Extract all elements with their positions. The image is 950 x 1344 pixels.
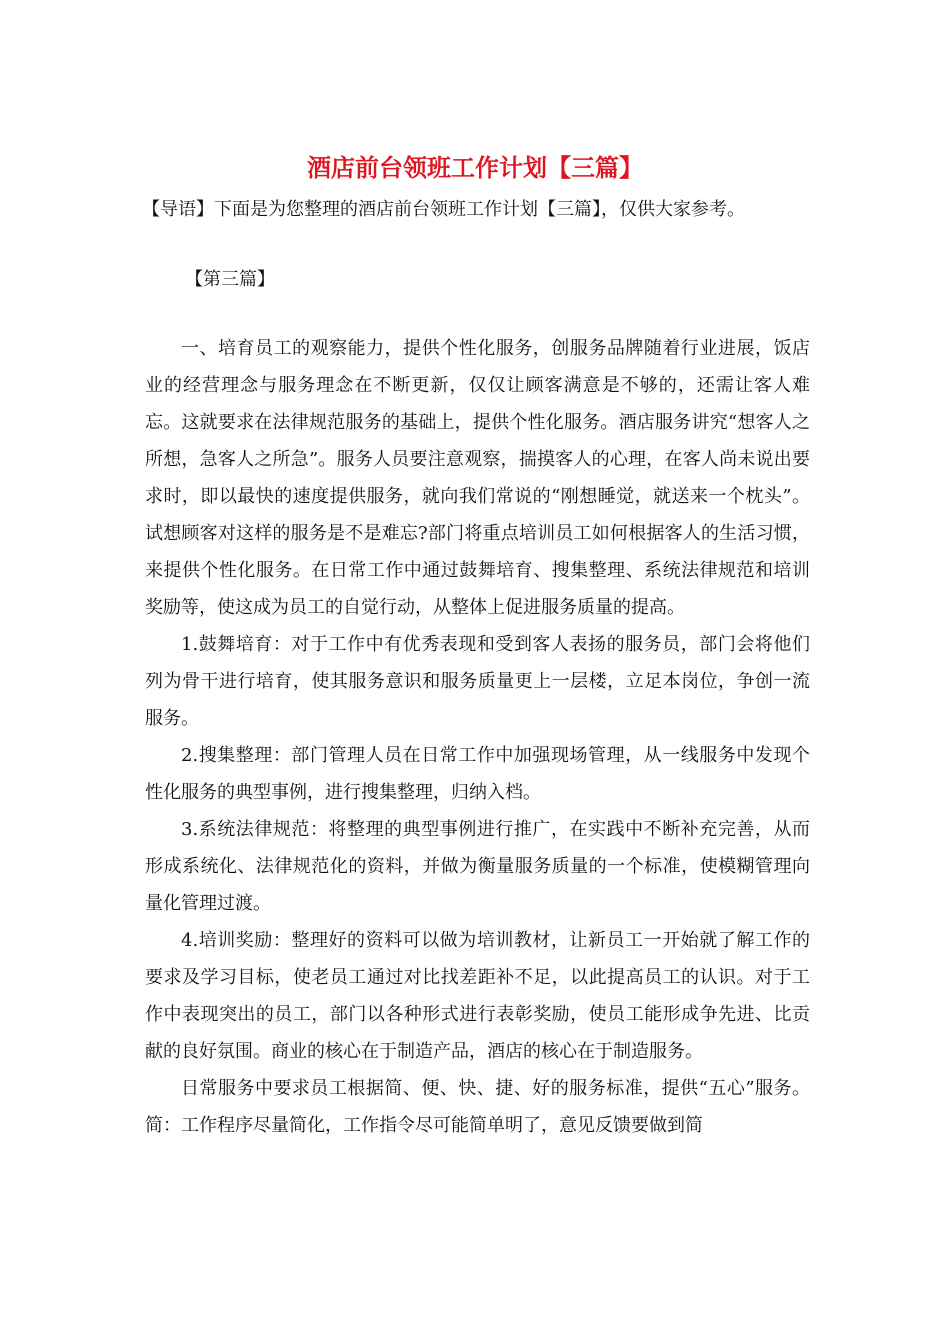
paragraph-1: 一、培育员工的观察能力，提供个性化服务，创服务品牌随着行业进展，饭店业的经营理念与服务理念在不断更新，仅仅让顾客满意是不够的，还需让客人难忘。这就要求在法律规范服务的基础上，提供个性化服务。酒店服务讲究“想客人之所想，急客人之所急”。服务人员要注意观察，揣摸客人的心理，在客人尚未说出要求时，即以最快的速度提供服务，就向我们常说的“刚想睡觉，就送来一个枕头”。试想顾客对这样的服务是不是难忘?部门将重点培训员工如何根据客人的生活习惯，来提供个性化服务。在日常工作中通过鼓舞培育、搜集整理、系统法律规范和培训奖励等，使这成为员工的自觉行动，从整体上促进服务质量的提高。 bbox=[145, 338, 810, 618]
document-body bbox=[145, 330, 810, 1144]
paragraph-4: 3.系统法律规范：将整理的典型事例进行推广，在实践中不断补充完善，从而形成系统化、法律规范化的资料，并做为衡量服务质量的一个标准，使模糊管理向量化管理过渡。 bbox=[145, 819, 810, 914]
intro-paragraph: 【导语】下面是为您整理的酒店前台领班工作计划【三篇】，仅供大家参考。 bbox=[142, 199, 745, 220]
paragraph-3: 2.搜集整理：部门管理人员在日常工作中加强现场管理，从一线服务中发现个性化服务的典型事例，进行搜集整理，归纳入档。 bbox=[145, 745, 810, 803]
paragraph-2: 1.鼓舞培育：对于工作中有优秀表现和受到客人表扬的服务员，部门会将他们列为骨干进行培育，使其服务意识和服务质量更上一层楼，立足本岗位，争创一流服务。 bbox=[145, 634, 810, 729]
section-label: 【第三篇】 bbox=[185, 269, 275, 290]
paragraph-6: 日常服务中要求员工根据简、便、快、捷、好的服务标准，提供“五心”服务。简：工作程序尽量简化，工作指令尽可能简单明了，意见反馈要做到简 bbox=[145, 1078, 810, 1136]
paragraph-5: 4.培训奖励：整理好的资料可以做为培训教材，让新员工一开始就了解工作的要求及学习目标，使老员工通过对比找差距补不足，以此提高员工的认识。对于工作中表现突出的员工，部门以各种形式进行表彰奖励，使员工能形成争先进、比贡献的良好氛围。商业的核心在于制造产品，酒店的核心在于制造服务。 bbox=[145, 930, 810, 1062]
document-title: 酒店前台领班工作计划【三篇】 bbox=[307, 153, 643, 182]
